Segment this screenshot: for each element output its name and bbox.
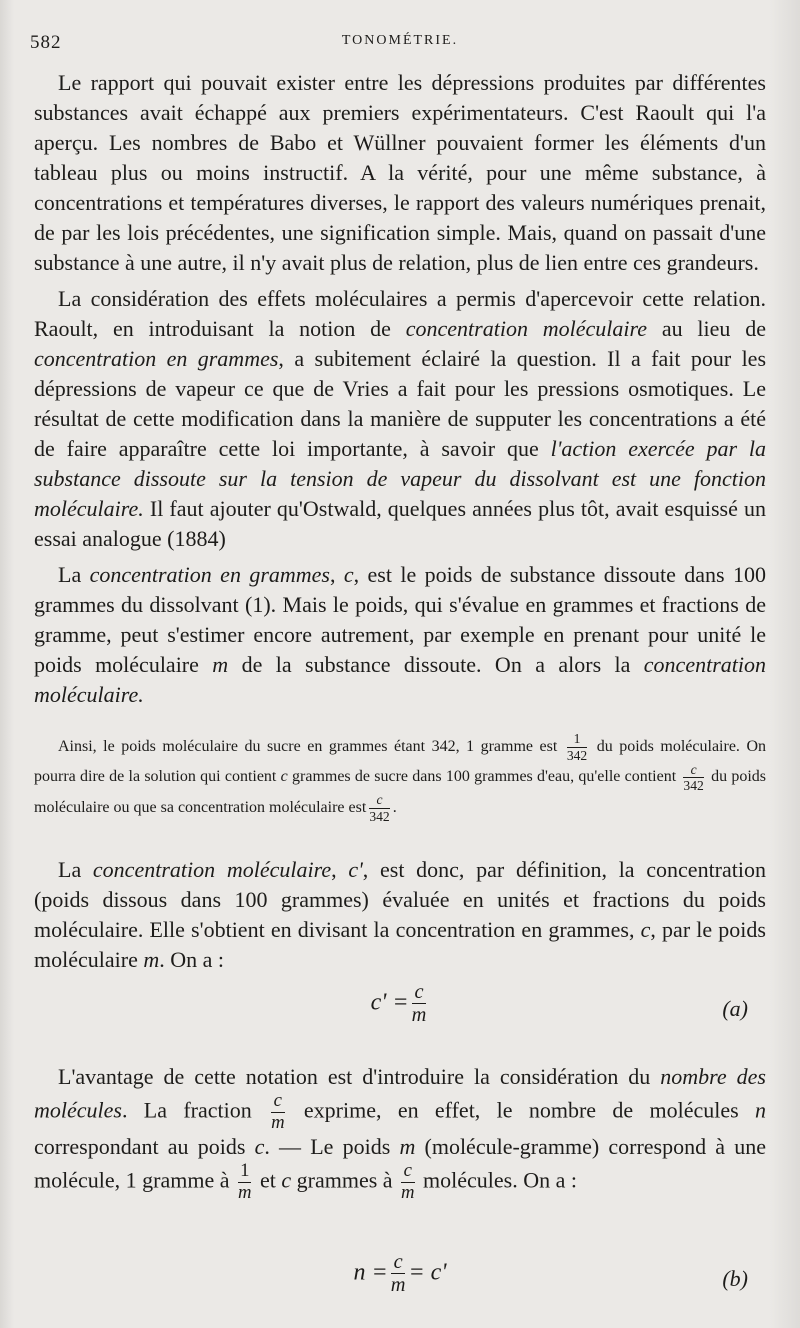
variable-c: c xyxy=(343,562,354,587)
italic-term: concentration en grammes xyxy=(34,346,279,371)
text-run: La considération des effets moléculaires a permis d'apercevoir cette relation. Raoult, en introduisant la notion de xyxy=(34,286,766,341)
text-run: . La fraction xyxy=(121,1097,269,1123)
fraction-denominator: m xyxy=(390,1274,406,1297)
italic-term: concentration moléculaire. xyxy=(34,652,766,707)
formula-lhs: c' = xyxy=(370,989,409,1016)
paragraph-1 xyxy=(34,68,766,278)
running-head: TONOMÉTRIE. xyxy=(341,33,459,48)
fraction-denominator: m xyxy=(237,1182,252,1204)
variable-c: c xyxy=(254,1134,265,1160)
fraction-numerator: 1 xyxy=(238,1162,252,1183)
text-run: L'avantage de cette notation est d'introduire la considération du xyxy=(58,1064,661,1089)
paragraph-3 xyxy=(34,560,766,710)
fraction-numerator: c xyxy=(401,1162,415,1183)
fraction xyxy=(683,763,703,793)
fraction-numerator: c xyxy=(391,1252,406,1274)
text-run: La xyxy=(58,562,90,587)
text-run: exprime, en effet, le nombre de molécules xyxy=(287,1097,756,1123)
variable-m: m xyxy=(399,1134,416,1160)
fraction-denominator: m xyxy=(271,1111,285,1133)
italic-term: concentration moléculaire xyxy=(405,316,648,341)
formula-a xyxy=(34,982,766,1042)
text-run: , xyxy=(330,562,344,587)
fraction xyxy=(412,982,427,1026)
text-run: (molécule-gramme) correspond à une molécule, 1 gramme à xyxy=(34,1134,766,1193)
variable-m: m xyxy=(143,947,160,972)
paragraph-1-text: Le rapport qui pouvait exister entre les dépressions produites par différentes substances avait échappé aux premiers expérimentateurs. C'est Raoult qui l'a aperçu. Les nombres de Babo et Wüllner pouvaient former les éléments d'un tableau plus ou moins instructif. A la vérité, pour une même substance, à concentrations et températures diverses, le rapport des valeurs numériques prenait, de par les lois précédentes, une signification simple. Mais, quand on passait d'une substance à une autre, il n'y avait plus de relation, plus de lien entre ces grandeurs. xyxy=(34,70,766,275)
text-run: de la substance dissoute. On a alors la xyxy=(228,652,644,677)
text-run: Ainsi, le poids moléculaire du sucre en grammes étant 342, 1 gramme est xyxy=(58,738,564,755)
text-run: , xyxy=(331,857,349,882)
small-print-note xyxy=(34,732,766,823)
text-run: grammes de sucre dans 100 grammes d'eau, qu'elle contient xyxy=(287,768,681,786)
equation-label: (b) xyxy=(722,1266,748,1291)
variable-n: n xyxy=(755,1097,767,1123)
text-run: , a subitement éclairé la question. Il a fait pour les dépressions de vapeur ce que de Vries a fait pour les pressions osmotiques. Le résultat de cette modification dans la manière de supputer les concentrations a été de faire apparaître cette loi importante, à savoir que xyxy=(34,346,767,461)
formula-b xyxy=(34,1252,766,1312)
text-run: . On a : xyxy=(159,947,224,972)
fraction-denominator: 342 xyxy=(683,778,704,794)
text-run: , est donc, par définition, la concentration (poids dissous dans 100 grammes) évaluée en unités et fractions du poids moléculaire. Elle s'obtient en divisant la concentration en grammes, xyxy=(34,857,767,942)
paragraph-2 xyxy=(34,284,766,554)
formula-rhs: = c' xyxy=(408,1259,447,1286)
italic-law-statement: l'action exercée par la substance dissoute sur la tension de vapeur du dissolvant est une fonction moléculaire. xyxy=(34,436,766,521)
text-run: Il faut ajouter qu'Ostwald, quelques années plus tôt, avait esquissé un essai analogue (1884) xyxy=(34,496,766,551)
italic-term: concentration en grammes xyxy=(89,562,330,587)
text-run: du poids moléculaire. On pourra dire de la solution qui contient xyxy=(34,738,766,786)
text-run: . — Le poids xyxy=(264,1134,400,1160)
fraction-numerator: 1 xyxy=(567,732,587,748)
fraction-numerator: c xyxy=(369,793,389,809)
text-run: correspondant au poids xyxy=(34,1134,255,1160)
text-run: grammes à xyxy=(291,1167,399,1193)
variable-c: c xyxy=(280,768,288,786)
paragraph-5 xyxy=(34,855,766,975)
fraction xyxy=(567,732,587,762)
variable-c: c xyxy=(640,917,651,942)
fraction-denominator: 342 xyxy=(369,808,390,824)
fraction-numerator: c xyxy=(412,982,427,1004)
variable-c: c xyxy=(281,1167,292,1193)
fraction xyxy=(238,1162,252,1202)
fraction xyxy=(401,1162,415,1202)
fraction xyxy=(271,1092,285,1132)
fraction-numerator: c xyxy=(271,1092,285,1113)
formula-a-expression xyxy=(34,982,766,1026)
fraction xyxy=(369,793,389,823)
formula-lhs: n = xyxy=(353,1259,388,1286)
fraction xyxy=(391,1252,406,1296)
text-run: au lieu de xyxy=(647,316,766,341)
fraction-denominator: m xyxy=(401,1182,415,1204)
paragraph-6 xyxy=(34,1062,766,1203)
fraction-denominator: 342 xyxy=(566,747,588,763)
equation-label: (a) xyxy=(722,996,748,1021)
fraction-denominator: m xyxy=(411,1004,427,1027)
text-run: , par le poids moléculaire xyxy=(34,917,766,972)
page-number: 582 xyxy=(30,32,62,53)
text-run: La xyxy=(58,857,93,882)
text-run: , est le poids de substance dissoute dans 100 grammes du dissolvant (1). Mais le poids, qui s'évalue en grammes et fractions de gramme, peut s'estimer encore autrement, par exemple en prenant pour unité le poids moléculaire xyxy=(34,562,766,677)
text-run: molécules. On a : xyxy=(417,1167,578,1193)
text-run: . xyxy=(392,798,397,816)
formula-b-expression xyxy=(34,1252,766,1296)
variable-c-prime: c' xyxy=(348,857,363,882)
italic-term: concentration moléculaire xyxy=(92,857,332,882)
text-run: du poids moléculaire ou que sa concentration moléculaire est xyxy=(34,768,767,816)
text-run: et xyxy=(254,1167,282,1193)
page-header xyxy=(30,28,770,58)
italic-term: nombre des molécules xyxy=(34,1064,766,1123)
variable-m: m xyxy=(212,652,229,677)
fraction-numerator: c xyxy=(683,763,703,779)
